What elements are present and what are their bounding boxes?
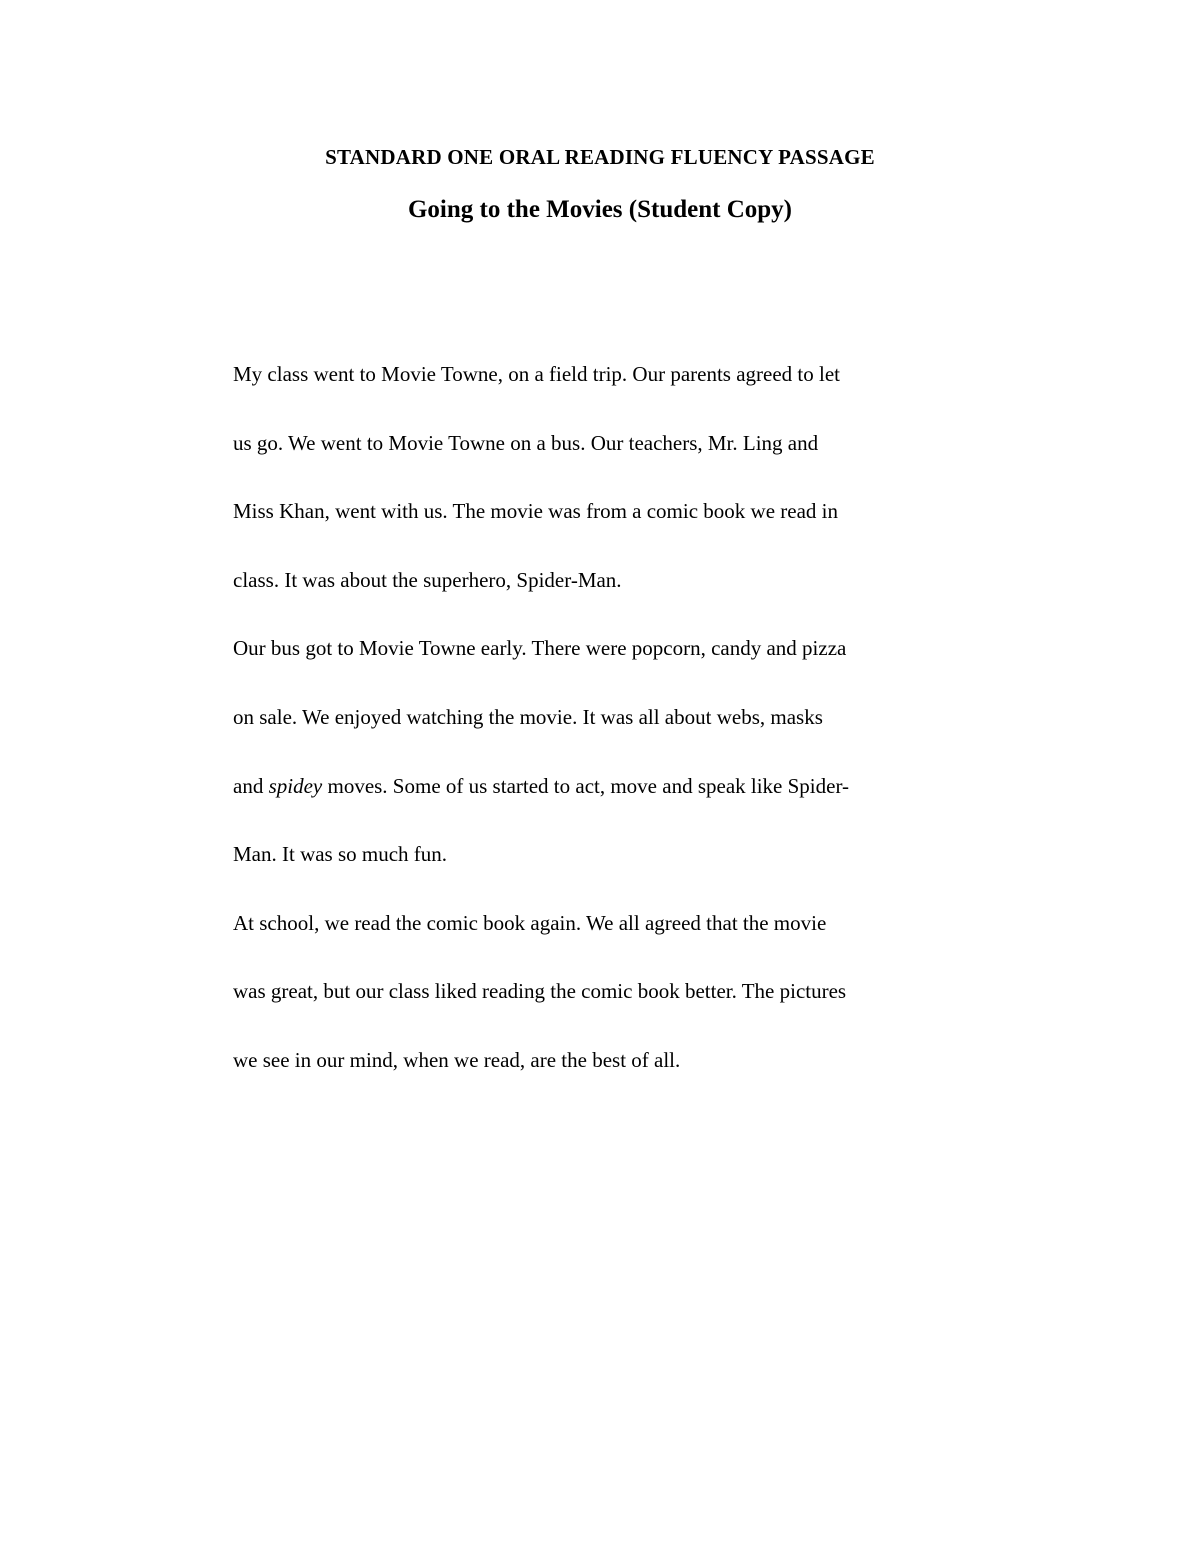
passage-text: and (233, 773, 269, 798)
passage-line (233, 752, 933, 821)
passage-line: My class went to Movie Towne, on a field trip. Our parents agreed to let (233, 362, 840, 386)
passage-line: class. It was about the superhero, Spider-Man. (233, 567, 622, 592)
passage-line: Man. It was so much fun. (233, 842, 448, 867)
passage-text: moves. Some of us started to act, move and speak like Spider- (322, 773, 850, 798)
passage-line: At school, we read the comic book again. We all agreed that the movie (233, 910, 827, 935)
document-title: Going to the Movies (Student Copy) (407, 196, 793, 223)
passage-line: we see in our mind, when we read, are the best of all. (233, 1047, 681, 1072)
reading-passage (233, 340, 933, 1095)
passage-line: on sale. We enjoyed watching the movie. It was all about webs, masks (233, 704, 823, 729)
passage-line: was great, but our class liked reading the comic book better. The pictures (233, 979, 847, 1004)
passage-line: Our bus got to Movie Towne early. There were popcorn, candy and pizza (233, 636, 847, 661)
emphasized-word: spidey (268, 773, 323, 798)
passage-line: Miss Khan, went with us. The movie was from a comic book we read in (233, 499, 838, 524)
document-label: STANDARD ONE ORAL READING FLUENCY PASSAGE (325, 145, 875, 169)
passage-line: us go. We went to Movie Towne on a bus. Our teachers, Mr. Ling and (233, 430, 819, 455)
